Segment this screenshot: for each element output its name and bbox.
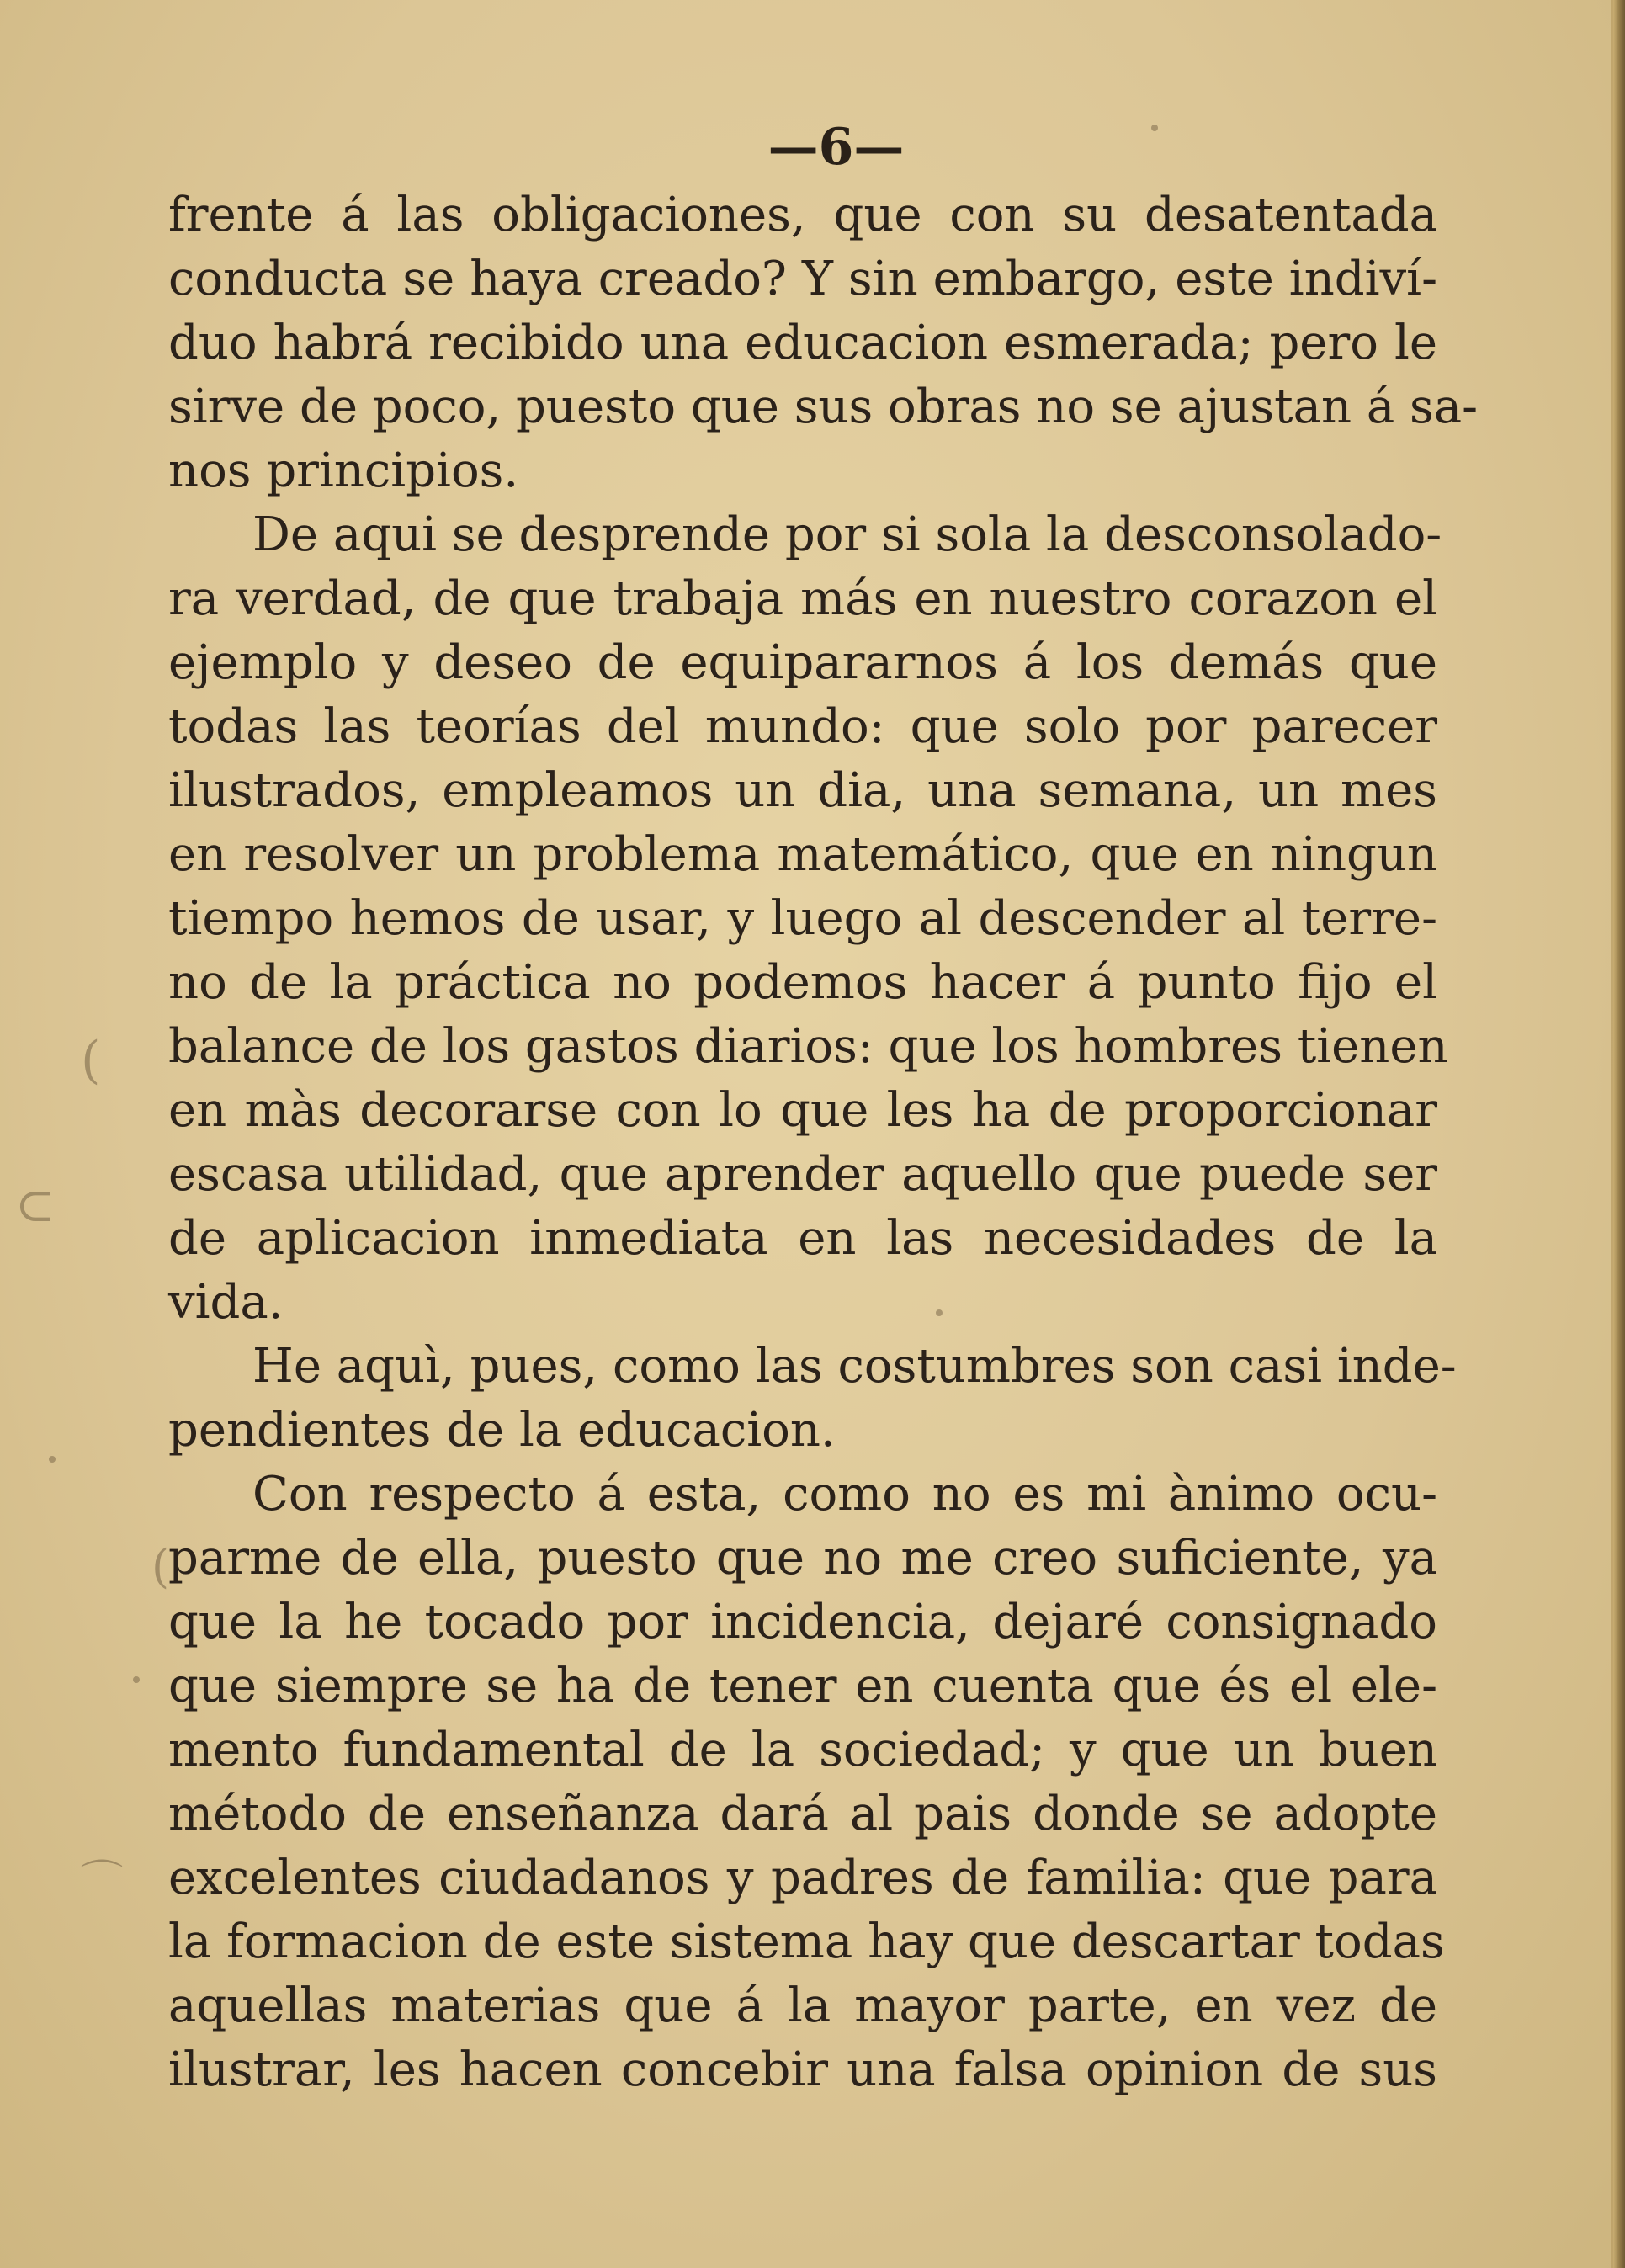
- ink-speck: [133, 1676, 140, 1683]
- text-line: método de enseñanza dará al pais donde se adopte: [168, 1787, 1437, 1841]
- text-line: excelentes ciudadanos y padres de familia: que para: [168, 1851, 1437, 1905]
- text-line: Con respecto á esta, como no es mi ànimo ocu-: [252, 1467, 1437, 1522]
- text-line: De aqui se desprende por si sola la desconsolado-: [252, 507, 1442, 562]
- text-line: escasa utilidad, que aprender aquello que puede ser: [168, 1147, 1437, 1202]
- text-line: mento fundamental de la sociedad; y que un buen: [168, 1723, 1437, 1777]
- margin-bracket-mark: (: [81, 1031, 101, 1090]
- ink-speck: [936, 1309, 943, 1316]
- text-line: He aquì, pues, como las costumbres son casi inde-: [252, 1339, 1457, 1394]
- text-line: ilustrar, les hacen concebir una falsa opinion de sus: [168, 2042, 1437, 2097]
- book-edge: [1613, 0, 1625, 2268]
- text-line: todas las teorías del mundo: que solo por parecer: [168, 699, 1437, 754]
- page-number: —6—: [767, 118, 905, 177]
- text-line: en resolver un problema matemático, que en ningun: [168, 827, 1437, 882]
- text-line: que la he tocado por incidencia, dejaré consignado: [168, 1595, 1437, 1649]
- text-line: pendientes de la educacion.: [168, 1403, 836, 1458]
- text-line: parme de ella, puesto que no me creo suficiente, ya: [168, 1531, 1437, 1585]
- text-line: ilustrados, empleamos un dia, una semana, un mes: [168, 763, 1437, 818]
- text-line: tiempo hemos de usar, y luego al descender al terre-: [168, 891, 1437, 946]
- margin-bracket-mark: (: [151, 1540, 170, 1593]
- text-line: vida.: [168, 1275, 284, 1330]
- text-line: sirve de poco, puesto que sus obras no se ajustan á sa-: [168, 380, 1479, 434]
- ink-speck: [49, 1456, 56, 1463]
- text-line: ra verdad, de que trabaja más en nuestro corazon el: [168, 571, 1437, 626]
- text-line: conducta se haya creado? Y sin embargo, este indiví-: [168, 252, 1437, 306]
- ink-speck: [1151, 125, 1158, 131]
- text-line: de aplicacion inmediata en las necesidades de la: [168, 1211, 1437, 1266]
- text-line: nos principios.: [168, 444, 519, 498]
- text-line: aquellas materias que á la mayor parte, en vez de: [168, 1979, 1437, 2033]
- text-line: la formacion de este sistema hay que descartar todas: [168, 1915, 1445, 1969]
- text-line: frente á las obligaciones, que con su desatentada: [168, 188, 1437, 242]
- body-text: [168, 183, 1479, 2102]
- margin-bracket-mark: ⌒: [81, 1856, 123, 1905]
- text-line: no de la práctica no podemos hacer á punto fijo el: [168, 955, 1437, 1010]
- margin-bracket-mark: ⊂: [15, 1178, 55, 1233]
- text-line: en màs decorarse con lo que les ha de proporcionar: [168, 1083, 1437, 1138]
- text-line: que siempre se ha de tener en cuenta que és el ele-: [168, 1659, 1437, 1713]
- text-line: ejemplo y deseo de equipararnos á los demás que: [168, 635, 1437, 690]
- text-line: balance de los gastos diarios: que los hombres tienen: [168, 1019, 1448, 1074]
- text-line: duo habrá recibido una educacion esmerada; pero le: [168, 316, 1437, 370]
